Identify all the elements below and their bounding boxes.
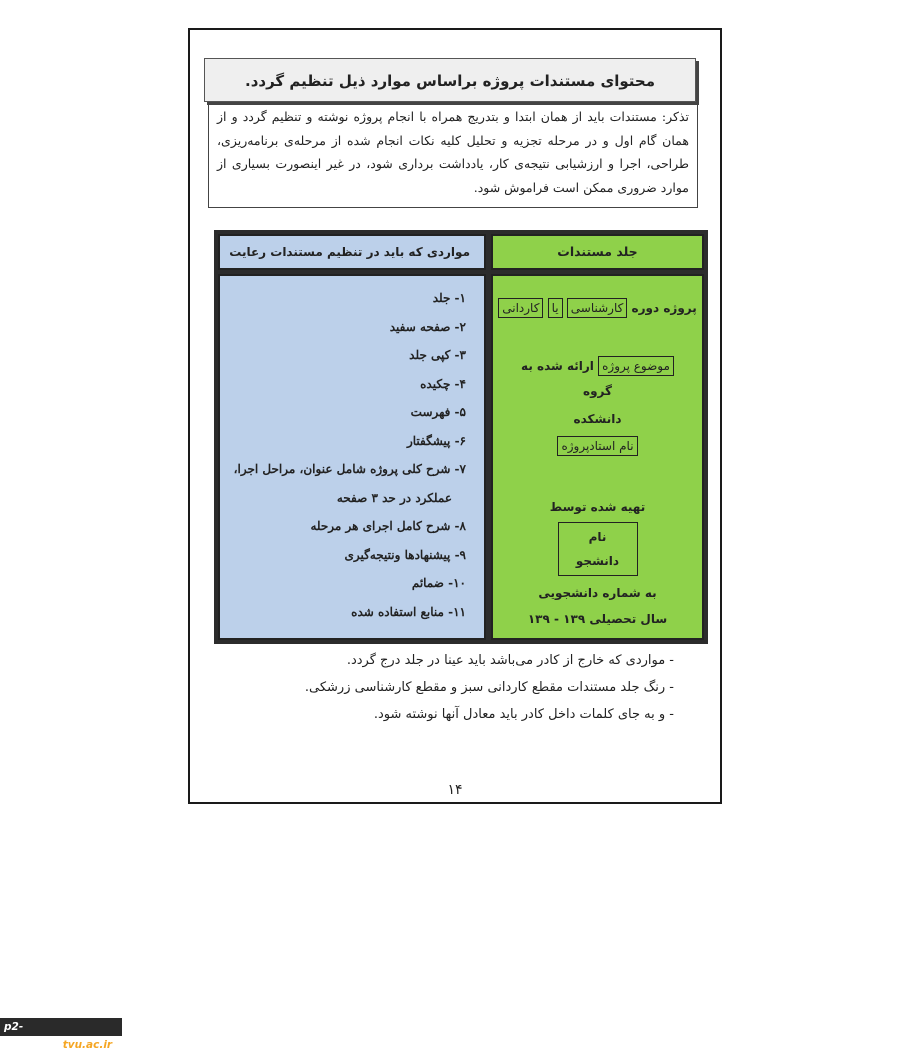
cover-faculty: دانشکده [573,412,622,426]
list-item: ۳- کپی جلد [409,348,466,362]
list-item: ۴- چکیده [420,376,466,391]
document-page [188,28,722,804]
bullet-item: - و به جای کلمات داخل کادر باید معادل آنها نوشته شود. [373,707,674,722]
cover-topic-line [493,356,702,376]
list-item: ۷- شرح کلی پروژه شامل عنوان، مراحل اجرا، [233,462,466,476]
cover-supervisor-box: نام استادپروژه [557,436,637,456]
site-logo-link[interactable] [0,1018,122,1051]
documentation-table [214,230,708,644]
page-number: ۱۴ [447,782,463,798]
notes-list [214,647,694,728]
logo-accent: tvu.ac.ir [62,1039,113,1051]
document-title: محتوای مستندات پروژه براساس موارد ذیل تنظیم گردد. [204,58,696,102]
list-item: ۱۰- ضمائم [411,576,466,590]
list-item: ۹- پیشنهادها ونتیجه‌گیری [344,547,466,562]
cover-topic-box: موضوع پروژه [598,356,674,376]
cover-academic-year: سال تحصیلی ۱۳۹ - ۱۳۹ [527,612,668,626]
cover-supervisor-line [493,436,702,456]
list-item: ۲- صفحه سفید [389,319,466,334]
list-item: عملکرد در حد ۳ صفحه [336,490,452,505]
cover-student-name-1: نام [588,530,607,544]
cover-presented-to: ارائه شده به [521,359,594,373]
items-column [218,274,486,640]
list-item: ۶- پیشگفتار [406,433,466,448]
cover-or-box: یا [548,298,563,318]
cover-group: گروه [583,384,612,398]
list-item: ۱- جلد [432,291,466,305]
cover-column-header: جلد مستندات [491,234,704,270]
list-item: ۵- فهرست [410,405,466,419]
cover-project-course: پروژه دوره [631,301,697,315]
cover-student-name-2: دانشجو [575,554,620,568]
bullet-item: - مواردی که خارج از کادر می‌باشد باید عینا در جلد درج گردد. [346,653,674,668]
cover-column [491,274,704,640]
cover-prepared-by: تهیه شده توسط [549,500,646,514]
cover-student-number: به شماره دانشجویی [538,586,657,600]
cover-course-line [493,298,702,318]
logo-prefix: p2-hamedan. [4,1021,63,1051]
note-paragraph: تذکر: مستندات باید از همان ابتدا و بتدریج همراه با انجام پروژه نوشته و تنظیم گردد و از همان گام اول و در مرحله تجزیه و تحلیل کلیه نکات انجام شده از مرحله‌ی برنامه‌ریزی، طراحی، اجرا و ارزشیابی نتیجه‌ی کار، یادداشت برداری شود، در غیر اینصورت بسیاری از موارد ضروری ممکن است فراموش شود. [208,102,698,208]
cover-associate-box: کاردانی [498,298,543,318]
list-item: ۸- شرح کامل اجرای هر مرحله [310,519,466,533]
cover-bachelor-box: کارشناسی [567,298,628,318]
bullet-item: - رنگ جلد مستندات مقطع کاردانی سبز و مقطع کارشناسی زرشکی. [304,680,674,695]
cover-student-line [493,522,702,576]
list-item: ۱۱- منابع استفاده شده [351,604,466,619]
items-column-header: مواردی که باید در تنظیم مستندات رعایت [218,234,486,270]
cover-student-box [558,522,638,576]
